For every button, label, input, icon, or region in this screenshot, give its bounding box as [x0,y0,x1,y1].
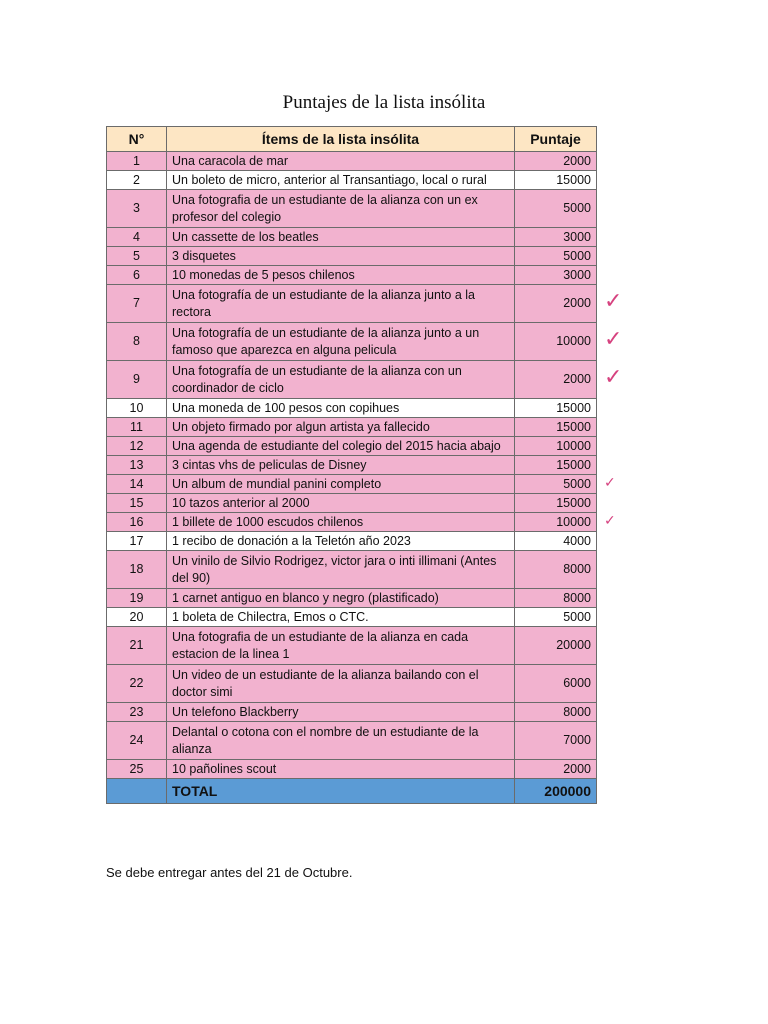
row-item: Una fotografía de un estudiante de la alianza junto a un famoso que aparezca en alguna pelicula [167,323,515,361]
row-item: 3 cintas vhs de peliculas de Disney [167,456,515,475]
row-item: Una fotografía de un estudiante de la alianza con un coordinador de ciclo [167,361,515,399]
row-number: 6 [107,266,167,285]
row-item: 1 boleta de Chilectra, Emos o CTC. [167,608,515,627]
row-score: 5000 [515,190,597,228]
row-score: 6000 [515,665,597,703]
row-item: 1 recibo de donación a la Teletón año 2023 [167,532,515,551]
table-row [107,228,597,247]
row-number: 15 [107,494,167,513]
table-row [107,285,597,323]
scores-table [106,126,597,804]
row-score: 5000 [515,475,597,494]
row-number: 3 [107,190,167,228]
table-row [107,361,597,399]
row-item: Delantal o cotona con el nombre de un estudiante de la alianza [167,722,515,760]
header-number: N° [107,127,167,152]
table-row [107,760,597,779]
row-item: Una caracola de mar [167,152,515,171]
row-number: 4 [107,228,167,247]
table-row [107,589,597,608]
total-row [107,779,597,804]
row-number: 12 [107,437,167,456]
row-score: 10000 [515,437,597,456]
row-number: 10 [107,399,167,418]
row-score: 7000 [515,722,597,760]
row-item: Una fotografia de un estudiante de la alianza en cada estacion de la linea 1 [167,627,515,665]
row-number: 18 [107,551,167,589]
row-score: 15000 [515,494,597,513]
row-score: 2000 [515,152,597,171]
row-score: 15000 [515,171,597,190]
row-item: Un album de mundial panini completo [167,475,515,494]
check-mark-icon: ✓ [604,474,616,491]
row-number: 1 [107,152,167,171]
row-item: Un vinilo de Silvio Rodrigez, victor jara o inti illimani (Antes del 90) [167,551,515,589]
table-row [107,399,597,418]
row-item: 10 tazos anterior al 2000 [167,494,515,513]
row-number: 25 [107,760,167,779]
row-score: 2000 [515,285,597,323]
table-header-row [107,127,597,152]
row-score: 5000 [515,247,597,266]
row-score: 15000 [515,456,597,475]
row-item: Un telefono Blackberry [167,703,515,722]
row-score: 8000 [515,589,597,608]
row-item: Un boleto de micro, anterior al Transantiago, local o rural [167,171,515,190]
row-number: 9 [107,361,167,399]
row-score: 3000 [515,266,597,285]
row-number: 14 [107,475,167,494]
table-row [107,323,597,361]
row-score: 2000 [515,760,597,779]
table-row [107,266,597,285]
check-mark-icon: ✓ [604,327,623,353]
row-item: Una agenda de estudiante del colegio del 2015 hacia abajo [167,437,515,456]
row-item: Una moneda de 100 pesos con copihues [167,399,515,418]
row-number: 21 [107,627,167,665]
row-number: 20 [107,608,167,627]
row-number: 23 [107,703,167,722]
table-row [107,437,597,456]
table-row [107,627,597,665]
row-score: 4000 [515,532,597,551]
row-score: 8000 [515,551,597,589]
table-row [107,551,597,589]
check-mark-icon: ✓ [604,365,623,391]
row-score: 10000 [515,513,597,532]
table-row [107,703,597,722]
deadline-note: Se debe entregar antes del 21 de Octubre. [106,865,353,880]
table-row [107,513,597,532]
row-score: 10000 [515,323,597,361]
row-score: 15000 [515,399,597,418]
row-item: 3 disquetes [167,247,515,266]
row-item: Una fotografia de un estudiante de la alianza con un ex profesor del colegio [167,190,515,228]
row-score: 5000 [515,608,597,627]
table-row [107,532,597,551]
total-value: 200000 [515,779,597,804]
row-item: Un cassette de los beatles [167,228,515,247]
table-row [107,475,597,494]
row-item: Un objeto firmado por algun artista ya fallecido [167,418,515,437]
header-item: Ítems de la lista insólita [167,127,515,152]
table-row [107,418,597,437]
row-number: 17 [107,532,167,551]
total-label: TOTAL [167,779,515,804]
header-score: Puntaje [515,127,597,152]
row-number: 11 [107,418,167,437]
row-score: 3000 [515,228,597,247]
table-row [107,247,597,266]
table-row [107,494,597,513]
row-item: Una fotografía de un estudiante de la alianza junto a la rectora [167,285,515,323]
row-number: 7 [107,285,167,323]
row-number: 22 [107,665,167,703]
row-score: 2000 [515,361,597,399]
table-row [107,722,597,760]
table-row [107,608,597,627]
row-number: 19 [107,589,167,608]
row-item: 1 carnet antiguo en blanco y negro (plastificado) [167,589,515,608]
row-number: 8 [107,323,167,361]
check-mark-icon: ✓ [604,512,616,529]
check-mark-icon: ✓ [604,289,623,315]
table-row [107,152,597,171]
row-score: 15000 [515,418,597,437]
row-item: 1 billete de 1000 escudos chilenos [167,513,515,532]
row-score: 8000 [515,703,597,722]
row-score: 20000 [515,627,597,665]
row-number: 16 [107,513,167,532]
row-number: 2 [107,171,167,190]
row-number: 5 [107,247,167,266]
page-title: Puntajes de la lista insólita [282,92,486,113]
row-number: 13 [107,456,167,475]
table-row [107,190,597,228]
row-item: 10 monedas de 5 pesos chilenos [167,266,515,285]
total-spacer [107,779,167,804]
table-row [107,171,597,190]
row-item: Un video de un estudiante de la alianza bailando con el doctor simi [167,665,515,703]
row-item: 10 pañolines scout [167,760,515,779]
table-row [107,665,597,703]
table-row [107,456,597,475]
row-number: 24 [107,722,167,760]
